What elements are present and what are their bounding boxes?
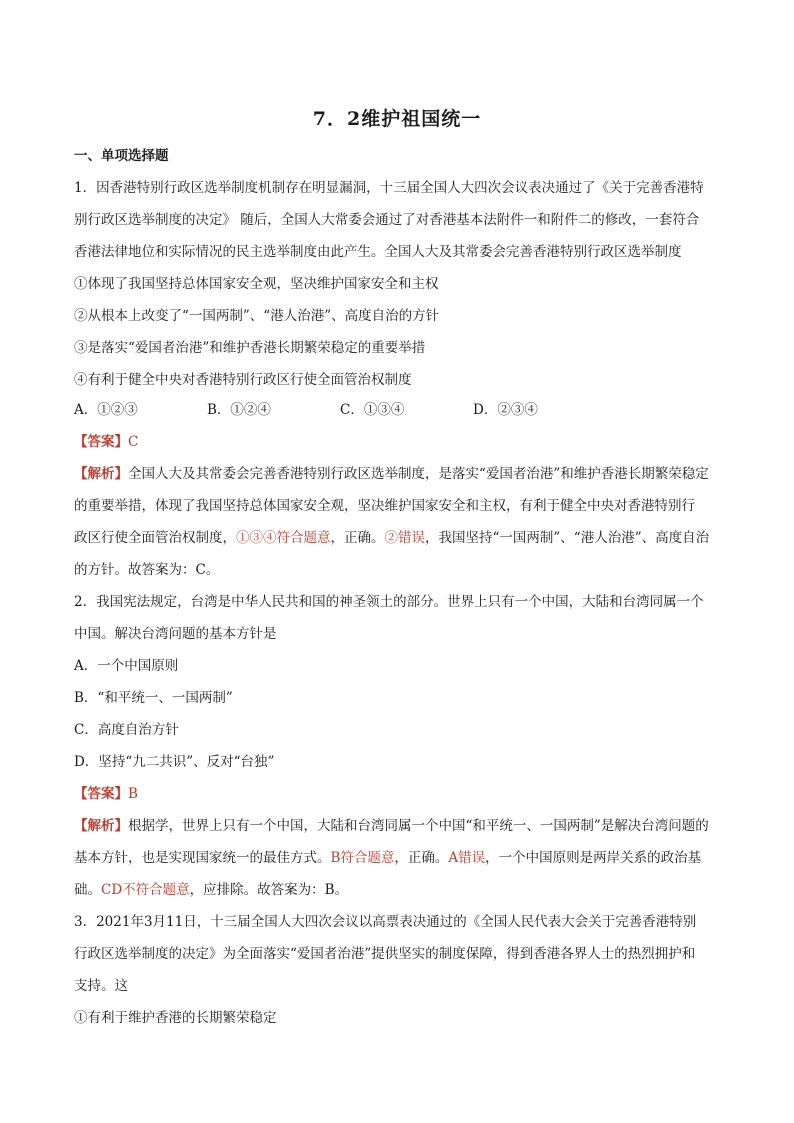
q2-analysis-line-3 bbox=[74, 880, 730, 900]
q1-item-3: ③是落实“爱国者治港”和维护香港长期繁荣稳定的重要举措 bbox=[74, 340, 426, 356]
q2-option-b: B．“和平统一、一国两制” bbox=[74, 690, 233, 706]
q1-option-b: B．①②④ bbox=[207, 402, 271, 418]
q2-analysis-line-1 bbox=[74, 816, 730, 836]
q3-stem-line-1: 3．2021年3月11日，十三届全国人大四次会议以高票表决通过的《全国人民代表大会关于完善香港特别 bbox=[74, 914, 697, 930]
answer-tag: 【答案】 bbox=[74, 786, 128, 802]
q1-options bbox=[74, 400, 730, 420]
document-title: 7．2维护祖国统一 bbox=[312, 108, 482, 130]
q2-option-c: C．高度自治方针 bbox=[74, 722, 179, 738]
analysis-text: ，应排除。故答案为：B。 bbox=[189, 882, 349, 898]
q1-stem-line-2: 别行政区选举制度的决定》 随后，全国人大常委会通过了对香港基本法附件一和附件二的修改，一套符合 bbox=[74, 212, 700, 228]
analysis-text: ，正确。 bbox=[330, 530, 385, 546]
q1-item-2: ②从根本上改变了“一国两制”、“港人治港”、高度自治的方针 bbox=[74, 308, 440, 324]
q1-stem-line-3: 香港法律地位和实际情况的民主选举制度由此产生。全国人大及其常委会完善香港特别行政区选举制度 bbox=[74, 244, 682, 260]
q2-stem-line-2: 中国。解决台湾问题的基本方针是 bbox=[74, 626, 277, 642]
q2-stem-line-1: 2．我国宪法规定，台湾是中华人民共和国的神圣领土的部分。世界上只有一个中国，大陆和台湾同属一个 bbox=[74, 594, 704, 610]
q3-item-1: ①有利于维护香港的长期繁荣稳定 bbox=[74, 1010, 277, 1026]
analysis-text: 基本方针，也是实现国家统一的最佳方式。 bbox=[74, 850, 331, 866]
q3-stem-line-2: 行政区选举制度的决定》为全面落实“爱国者治港”提供坚实的制度保障，得到香港各界人士的热烈拥护和 bbox=[74, 946, 696, 962]
analysis-tag: 【解析】 bbox=[74, 466, 128, 482]
analysis-text: 础。 bbox=[74, 882, 101, 898]
analysis-tag: 【解析】 bbox=[74, 818, 128, 834]
q1-stem-line-1: 1．因香港特别行政区选举制度机制存在明显漏洞，十三届全国人大四次会议表决通过了《关于完善香港特 bbox=[74, 180, 704, 196]
q1-option-d: D．②③④ bbox=[473, 402, 538, 418]
answer-value: C bbox=[128, 434, 139, 450]
analysis-text: 根据学，世界上只有一个中国，大陆和台湾同属一个中国“和平统一、一国两制”是解决台湾问题的 bbox=[128, 818, 709, 834]
analysis-highlight: A错误 bbox=[448, 850, 486, 866]
analysis-text: ，我国坚持“一国两制”、“港人治港”、高度自治 bbox=[425, 530, 710, 546]
q2-option-a: A．一个中国原则 bbox=[74, 658, 179, 674]
q1-analysis-line-3 bbox=[74, 528, 730, 548]
q1-analysis-line-4: 的方针。故答案为：C。 bbox=[74, 562, 220, 578]
analysis-highlight: B符合题意 bbox=[330, 850, 395, 866]
analysis-highlight: CD不符合题意 bbox=[101, 882, 190, 898]
q2-option-d: D．坚持“九二共识”、反对“台独” bbox=[74, 754, 275, 770]
q1-item-4: ④有利于健全中央对香港特别行政区行使全面管治权制度 bbox=[74, 372, 412, 388]
q1-answer bbox=[74, 432, 730, 452]
answer-value: B bbox=[128, 786, 138, 802]
analysis-text: 政区行使全面管治权制度， bbox=[74, 530, 236, 546]
answer-tag: 【答案】 bbox=[74, 434, 128, 450]
q3-stem-line-3: 支持。这 bbox=[74, 978, 128, 994]
analysis-highlight: ①③④符合题意 bbox=[236, 530, 331, 546]
analysis-text: 全国人大及其常委会完善香港特别行政区选举制度，是落实“爱国者治港”和维护香港长期繁荣稳定 bbox=[128, 466, 709, 482]
section-heading: 一、单项选择题 bbox=[74, 148, 169, 164]
q2-analysis-line-2 bbox=[74, 848, 730, 868]
q1-option-c: C．①③④ bbox=[340, 402, 405, 418]
analysis-highlight: ②错误 bbox=[384, 530, 425, 546]
q1-analysis-line-1 bbox=[74, 464, 730, 484]
q1-analysis-line-2: 的重要举措，体现了我国坚持总体国家安全观，坚决维护国家安全和主权，有利于健全中央对香港特别行 bbox=[74, 498, 695, 514]
analysis-text: ，一个中国原则是两岸关系的政治基 bbox=[485, 850, 702, 866]
q1-item-1: ①体现了我国坚持总体国家安全观，坚决维护国家安全和主权 bbox=[74, 276, 439, 292]
analysis-text: ，正确。 bbox=[394, 850, 449, 866]
q1-option-a: A．①②③ bbox=[74, 402, 138, 418]
q2-answer bbox=[74, 784, 730, 804]
